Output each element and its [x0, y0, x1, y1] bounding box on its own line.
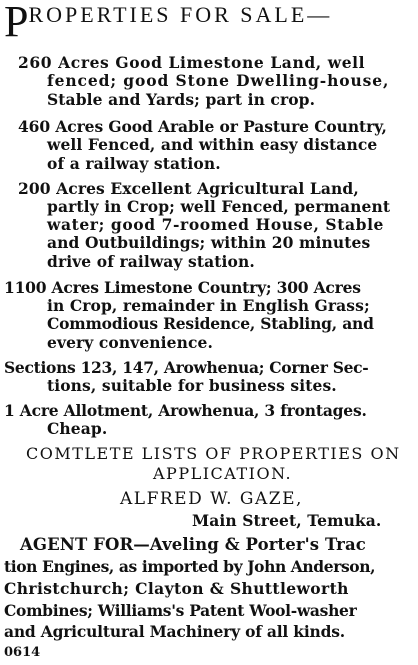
listing-260-line-3: Stable and Yards; part in crop.	[47, 90, 316, 109]
allotment-line-1: 1 Acre Allotment, Arowhenua, 3 frontages.	[4, 401, 367, 420]
listing-200-line-5: drive of railway station.	[47, 252, 255, 271]
listing-200-line-2: partly in Crop; well Fenced, permanent	[47, 197, 391, 216]
sections-line-1: Sections 123, 147, Arowhenua; Corner Sec-	[4, 358, 369, 377]
listing-460-line-3: of a railway station.	[47, 154, 221, 173]
listing-200-line-1: 200 Acres Excellent Agricultural Land,	[18, 179, 359, 198]
agent-for-line-2: tion Engines, as imported by John Anderson,	[4, 557, 376, 576]
listing-460-line-1: 460 Acres Good Arable or Pasture Country,	[18, 117, 387, 136]
advert-code: 0614	[4, 645, 41, 660]
complete-lists-line-1: COMTLETE LISTS OF PROPERTIES ON	[26, 444, 401, 463]
listing-260-line-1: 260 Acres Good Limestone Land, well	[18, 53, 366, 72]
listing-200-line-4: and Outbuildings; within 20 minutes	[47, 233, 371, 252]
listing-1100-line-3: Commodious Residence, Stabling, and	[47, 314, 374, 333]
advert-headline	[4, 0, 332, 44]
listing-200-line-3: water; good 7-roomed House, Stable	[47, 215, 385, 234]
agent-for-line-5: and Agricultural Machinery of all kinds.	[4, 622, 345, 641]
sections-line-2: tions, suitable for business sites.	[47, 376, 337, 395]
headline-text: ROPERTIES FOR SALE—	[28, 2, 333, 27]
listing-1100-line-1: 1100 Acres Limestone Country; 300 Acres	[4, 278, 361, 297]
agent-address: Main Street, Temuka.	[192, 511, 382, 530]
agent-for-line-1: AGENT FOR—Aveling & Porter's Trac	[20, 535, 366, 554]
complete-lists-line-2: APPLICATION.	[153, 464, 293, 483]
agent-for-line-4: Combines; Williams's Patent Wool-washer	[4, 601, 357, 620]
listing-1100-line-4: every convenience.	[47, 333, 213, 352]
listing-1100-line-2: in Crop, remainder in English Grass;	[47, 296, 370, 315]
listing-460-line-2: well Fenced, and within easy distance	[47, 135, 378, 154]
allotment-line-2: Cheap.	[47, 419, 108, 438]
agent-for-line-3: Christchurch; Clayton & Shuttleworth	[4, 579, 349, 598]
headline-drop-cap: P	[4, 0, 29, 46]
listing-260-line-2: fenced; good Stone Dwelling-house,	[47, 71, 390, 90]
agent-name: ALFRED W. GAZE,	[120, 489, 303, 509]
